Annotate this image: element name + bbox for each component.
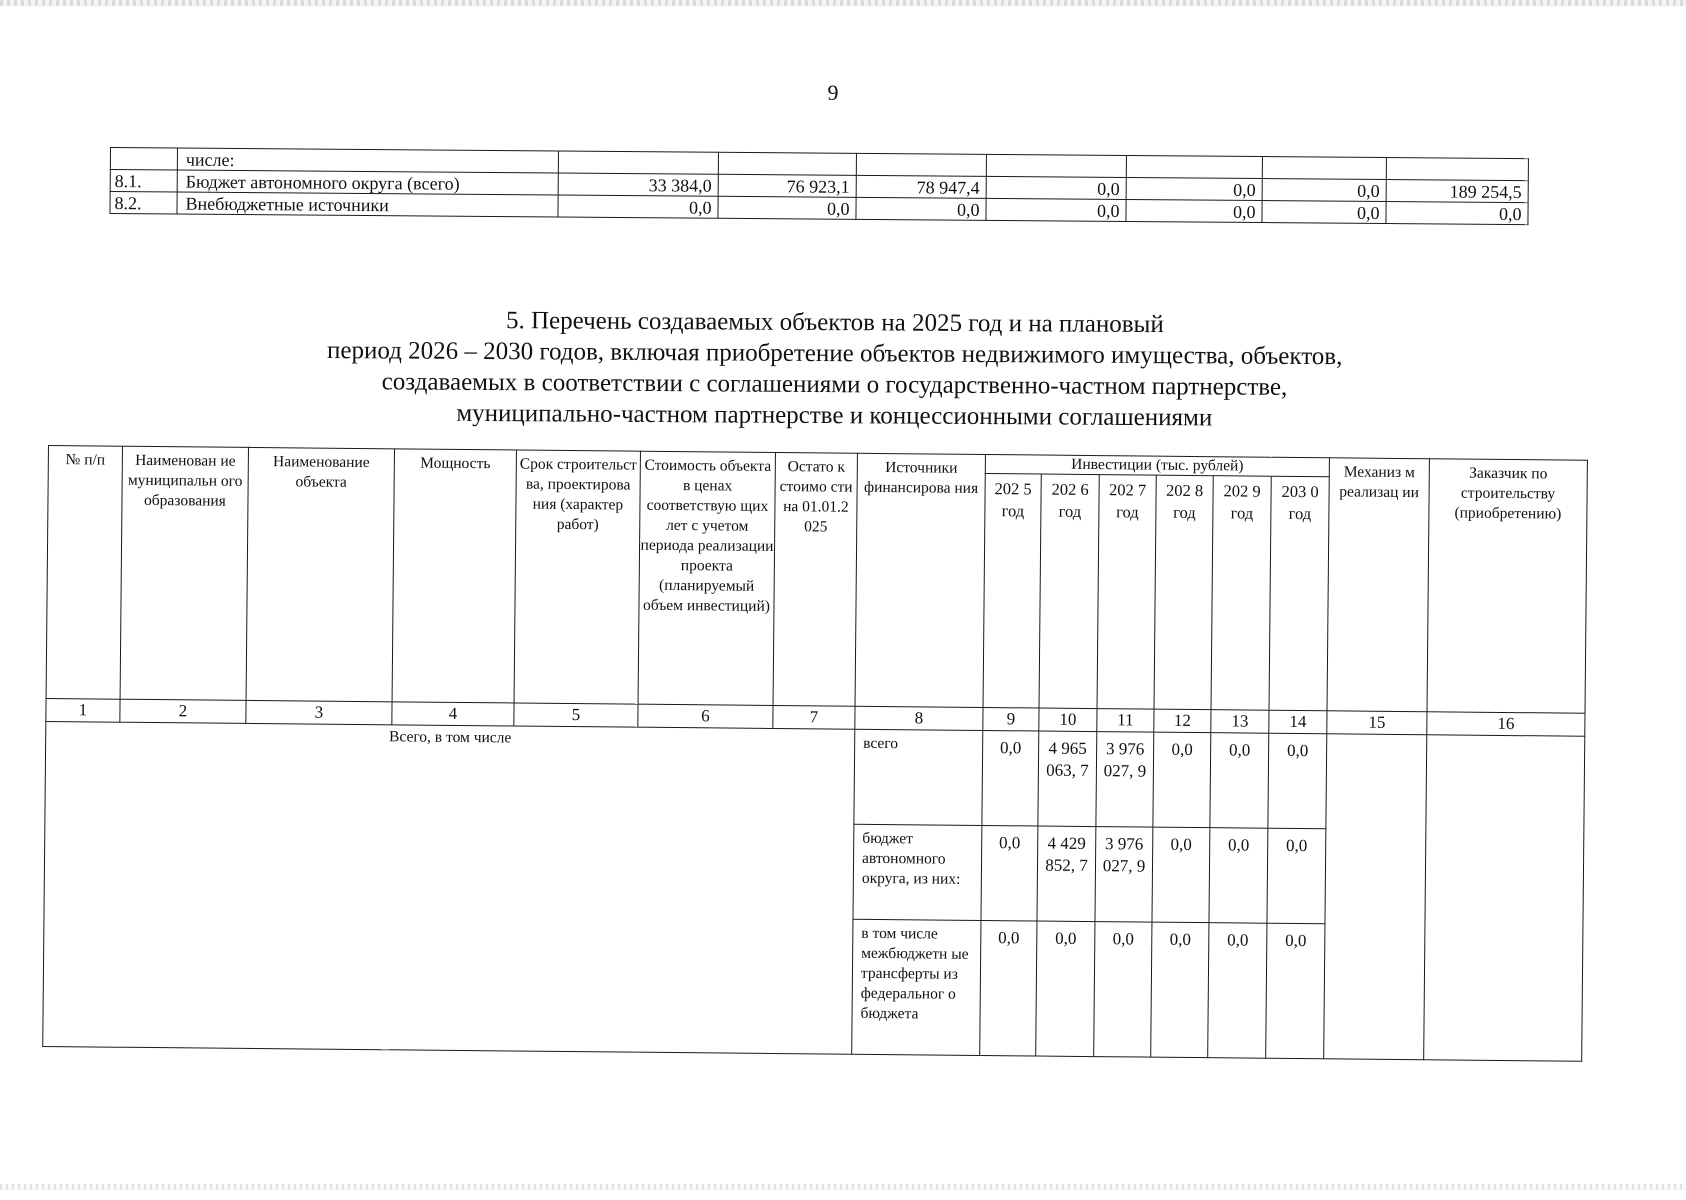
column-number: 11 <box>1097 709 1154 733</box>
row-value: 189 254,5 <box>1386 180 1528 203</box>
row-value: 0,0 <box>1262 179 1386 202</box>
column-number: 6 <box>638 704 773 728</box>
column-number: 5 <box>514 703 638 727</box>
header-customer: Заказчик по строительству (приобретению) <box>1427 459 1587 714</box>
row-value: 33 384,0 <box>558 173 718 196</box>
column-number: 8 <box>855 706 983 730</box>
objects-table <box>42 445 1588 1062</box>
row-value: 0,0 <box>986 176 1126 199</box>
column-number: 4 <box>392 702 514 726</box>
header-year: 202 8 год <box>1154 475 1213 710</box>
funding-source: всего <box>854 729 983 825</box>
investment-value: 0,0 <box>982 730 1039 826</box>
section-title-line: создаваемых в соответствии с соглашениями о государственно-частном партнерстве, <box>381 368 1288 401</box>
row-value: 78 947,4 <box>856 175 986 198</box>
investment-value: 0,0 <box>1153 732 1211 828</box>
investment-value: 3 976 027, 9 <box>1096 732 1154 828</box>
investment-value: 0,0 <box>980 920 1037 1056</box>
investment-value: 3 976 027, 9 <box>1095 827 1153 923</box>
row-value: 0,0 <box>856 197 986 220</box>
column-number: 9 <box>983 707 1039 731</box>
column-number: 3 <box>246 700 392 724</box>
row-name: Бюджет автономного округа (всего) <box>177 170 558 195</box>
investment-value: 4 429 852, 7 <box>1037 826 1096 922</box>
investment-value: 0,0 <box>1036 921 1095 1057</box>
row-num: 8.2. <box>110 192 177 215</box>
customer-cell <box>1424 735 1585 1062</box>
header-object-name: Наименование объекта <box>246 447 394 701</box>
row-value: 0,0 <box>1386 202 1528 225</box>
investment-value: 0,0 <box>1267 828 1326 924</box>
header-cost: Стоимость объекта в ценах соответствую щих лет с учетом периода реализации проекта (планируемый объем инвестиций) <box>638 451 775 705</box>
top-table <box>109 147 1528 225</box>
investment-value: 0,0 <box>1209 828 1268 924</box>
investment-value: 0,0 <box>1266 923 1325 1059</box>
scan-edge-top <box>0 0 1686 6</box>
funding-source: в том числе межбюджетн ые трансферты из федеральног о бюджета <box>852 919 981 1055</box>
investment-value: 0,0 <box>1094 922 1152 1058</box>
column-number: 14 <box>1269 710 1327 734</box>
header-funding-sources: Источники финансирова ния <box>855 453 985 707</box>
column-number: 16 <box>1427 712 1585 737</box>
row-value <box>1262 157 1386 180</box>
investment-value: 0,0 <box>1268 733 1327 829</box>
header-year: 202 5 год <box>983 473 1041 708</box>
row-value <box>856 153 986 176</box>
column-number: 7 <box>773 705 855 729</box>
row-value: 76 923,1 <box>718 174 856 197</box>
row-value: 0,0 <box>718 196 856 219</box>
header-year: 202 6 год <box>1039 474 1099 709</box>
column-number: 12 <box>1154 709 1211 733</box>
row-num <box>110 148 177 171</box>
column-number: 15 <box>1327 711 1427 735</box>
header-remaining-cost: Остато к стоимо сти на 01.01.2 025 <box>773 452 857 706</box>
total-label: Всего, в том числе <box>43 721 855 1054</box>
investment-value: 0,0 <box>1152 827 1210 923</box>
column-number: 2 <box>120 699 246 723</box>
column-number: 10 <box>1039 708 1097 732</box>
mechanism-cell <box>1324 734 1427 1060</box>
header-num: № п/п <box>46 446 122 700</box>
header-row <box>48 446 1587 480</box>
row-value <box>718 152 856 175</box>
column-number: 13 <box>1211 710 1269 734</box>
row-value <box>986 154 1126 177</box>
row-value: 0,0 <box>1126 199 1262 222</box>
header-mechanism: Механиз м реализац ии <box>1327 458 1429 712</box>
header-term: Срок строительст ва, проектирова ния (характер работ) <box>514 450 640 704</box>
header-year: 202 7 год <box>1097 475 1156 710</box>
row-name: числе: <box>177 148 558 173</box>
header-year: 203 0 год <box>1269 476 1329 711</box>
section-title-line: муниципально-частном партнерстве и концессионными соглашениями <box>456 399 1213 432</box>
row-value: 0,0 <box>1126 177 1262 200</box>
section-title <box>159 303 1510 435</box>
header-municipality: Наименован ие муниципальн ого образования <box>120 446 248 700</box>
row-value <box>558 151 718 174</box>
header-capacity: Мощность <box>392 449 516 703</box>
investment-value: 0,0 <box>981 825 1038 921</box>
investment-value: 0,0 <box>1208 923 1267 1059</box>
investment-value: 0,0 <box>1210 733 1269 829</box>
page-number: 9 <box>827 80 839 105</box>
row-value <box>1386 158 1528 181</box>
header-investments: Инвестиции (тыс. рублей) <box>985 454 1329 476</box>
section-title-line: период 2026 – 2030 годов, включая приобретение объектов недвижимого имущества, объектов, <box>326 337 1343 371</box>
funding-source: бюджет автономного округа, из них: <box>853 824 982 920</box>
column-number: 1 <box>46 698 120 722</box>
scan-edge-bottom <box>0 1184 1686 1190</box>
row-value: 0,0 <box>986 198 1126 221</box>
table-row-total <box>45 721 1585 831</box>
investment-value: 4 965 063, 7 <box>1038 731 1097 827</box>
row-value: 0,0 <box>558 195 718 218</box>
row-num: 8.1. <box>110 170 177 193</box>
row-value <box>1126 155 1262 178</box>
row-value: 0,0 <box>1262 201 1386 224</box>
row-name: Внебюджетные источники <box>177 192 558 217</box>
header-year: 202 9 год <box>1211 476 1271 711</box>
investment-value: 0,0 <box>1151 922 1209 1058</box>
section-title-line: 5. Перечень создаваемых объектов на 2025 год и на плановый <box>505 307 1164 339</box>
